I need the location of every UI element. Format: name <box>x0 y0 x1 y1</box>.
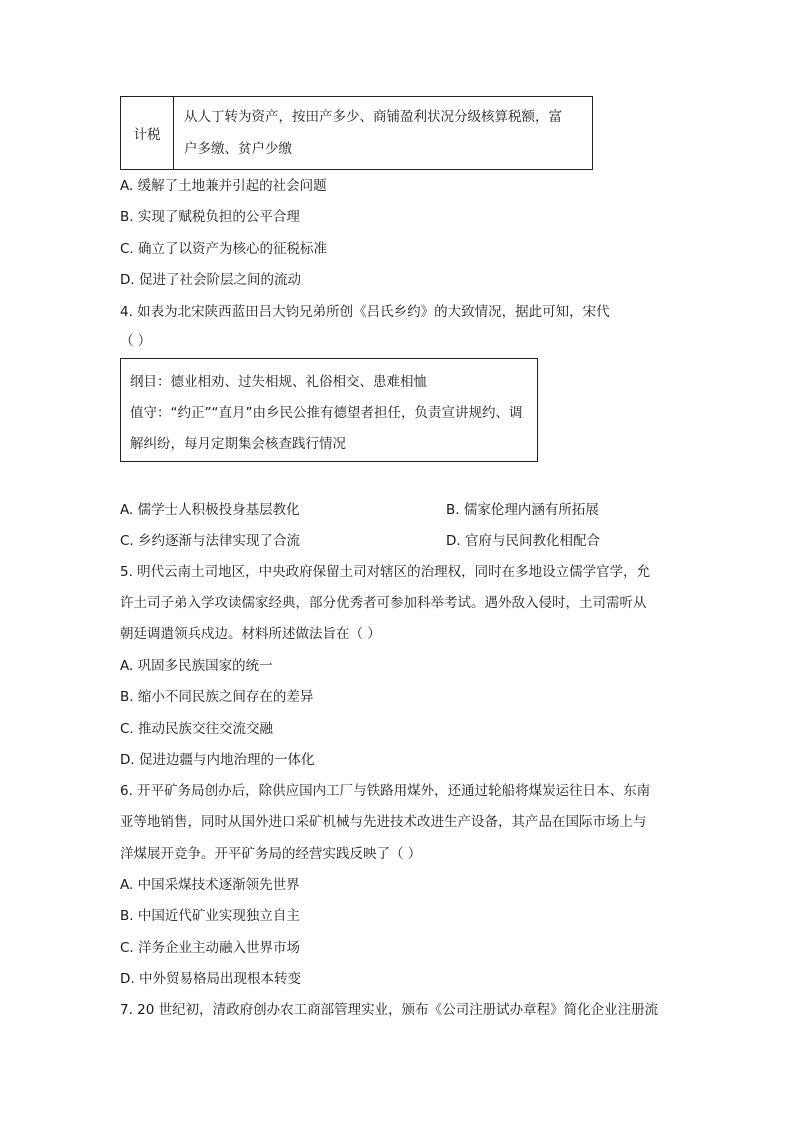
q5-option-d: D. 促进边疆与内地治理的一体化 <box>120 752 315 768</box>
q5-option-c: C. 推动民族交往交流交融 <box>120 721 274 737</box>
q5-option-a: A. 巩固多民族国家的统一 <box>120 658 273 674</box>
q3-option-b: B. 实现了赋税负担的公平合理 <box>120 209 300 225</box>
q6-option-c: C. 洋务企业主动融入世界市场 <box>120 940 301 956</box>
q6-option-d: D. 中外贸易格局出现根本转变 <box>120 971 301 987</box>
tax-table-value <box>174 97 593 170</box>
tax-table <box>120 96 593 170</box>
q3-option-c: C. 确立了以资产为核心的征税标准 <box>120 241 328 257</box>
q5-stem-line1: 5. 明代云南土司地区，中央政府保留土司对辖区的治理权，同时在多地设立儒学官学，允 <box>120 564 651 580</box>
tax-table-key: 计税 <box>121 97 174 170</box>
q6-stem-line1: 6. 开平矿务局创办后，除供应国内工厂与铁路用煤外，还通过轮船将煤炭运往日本、东南 <box>120 783 651 799</box>
xiangyue-box <box>120 358 538 462</box>
q4-stem-line2: （ ） <box>120 333 152 349</box>
q4-option-d: D. 官府与民间教化相配合 <box>446 533 600 549</box>
xiangyue-box-line1: 纲目：德业相劝、过失相规、礼俗相交、患难相恤 <box>130 374 427 390</box>
q5-stem-line2: 许土司子弟入学攻读儒家经典，部分优秀者可参加科举考试。遇外敌入侵时，土司需听从 <box>120 595 647 611</box>
tax-table-value-line1: 从人丁转为资产，按田产多少、商铺盈利状况分级核算税额，富 <box>184 109 562 125</box>
q5-stem-line3: 朝廷调遣领兵戍边。材料所述做法旨在（ ） <box>120 626 381 642</box>
q3-option-a: A. 缓解了土地兼并引起的社会问题 <box>120 178 327 194</box>
q4-option-b: B. 儒家伦理内涵有所拓展 <box>446 502 599 518</box>
tax-table-value-line2: 户多缴、贫户少缴 <box>184 141 292 157</box>
q4-option-c: C. 乡约逐渐与法律实现了合流 <box>120 533 301 549</box>
q6-stem-line2: 亚等地销售，同时从国外进口采矿机械与先进技术改进生产设备，其产品在国际市场上与 <box>120 814 647 830</box>
q4-stem-line1: 4. 如表为北宋陕西蓝田吕大钧兄弟所创《吕氏乡约》的大致情况，据此可知，宋代 <box>120 304 610 320</box>
q6-option-b: B. 中国近代矿业实现独立自主 <box>120 908 300 924</box>
q7-stem-line1: 7. 20 世纪初，清政府创办农工商部管理实业，颁布《公司注册试办章程》简化企业注册流 <box>120 1002 659 1018</box>
q6-option-a: A. 中国采煤技术逐渐领先世界 <box>120 877 300 893</box>
q5-option-b: B. 缩小不同民族之间存在的差异 <box>120 689 314 705</box>
xiangyue-box-line3: 解纠纷，每月定期集会核查践行情况 <box>130 436 346 452</box>
xiangyue-box-line2: 值守：“约正”“直月”由乡民公推有德望者担任，负责宣讲规约、调 <box>130 405 523 421</box>
q6-stem-line3: 洋煤展开竞争。开平矿务局的经营实践反映了（ ） <box>120 846 422 862</box>
q4-option-a: A. 儒学士人积极投身基层教化 <box>120 502 300 518</box>
q3-option-d: D. 促进了社会阶层之间的流动 <box>120 272 301 288</box>
